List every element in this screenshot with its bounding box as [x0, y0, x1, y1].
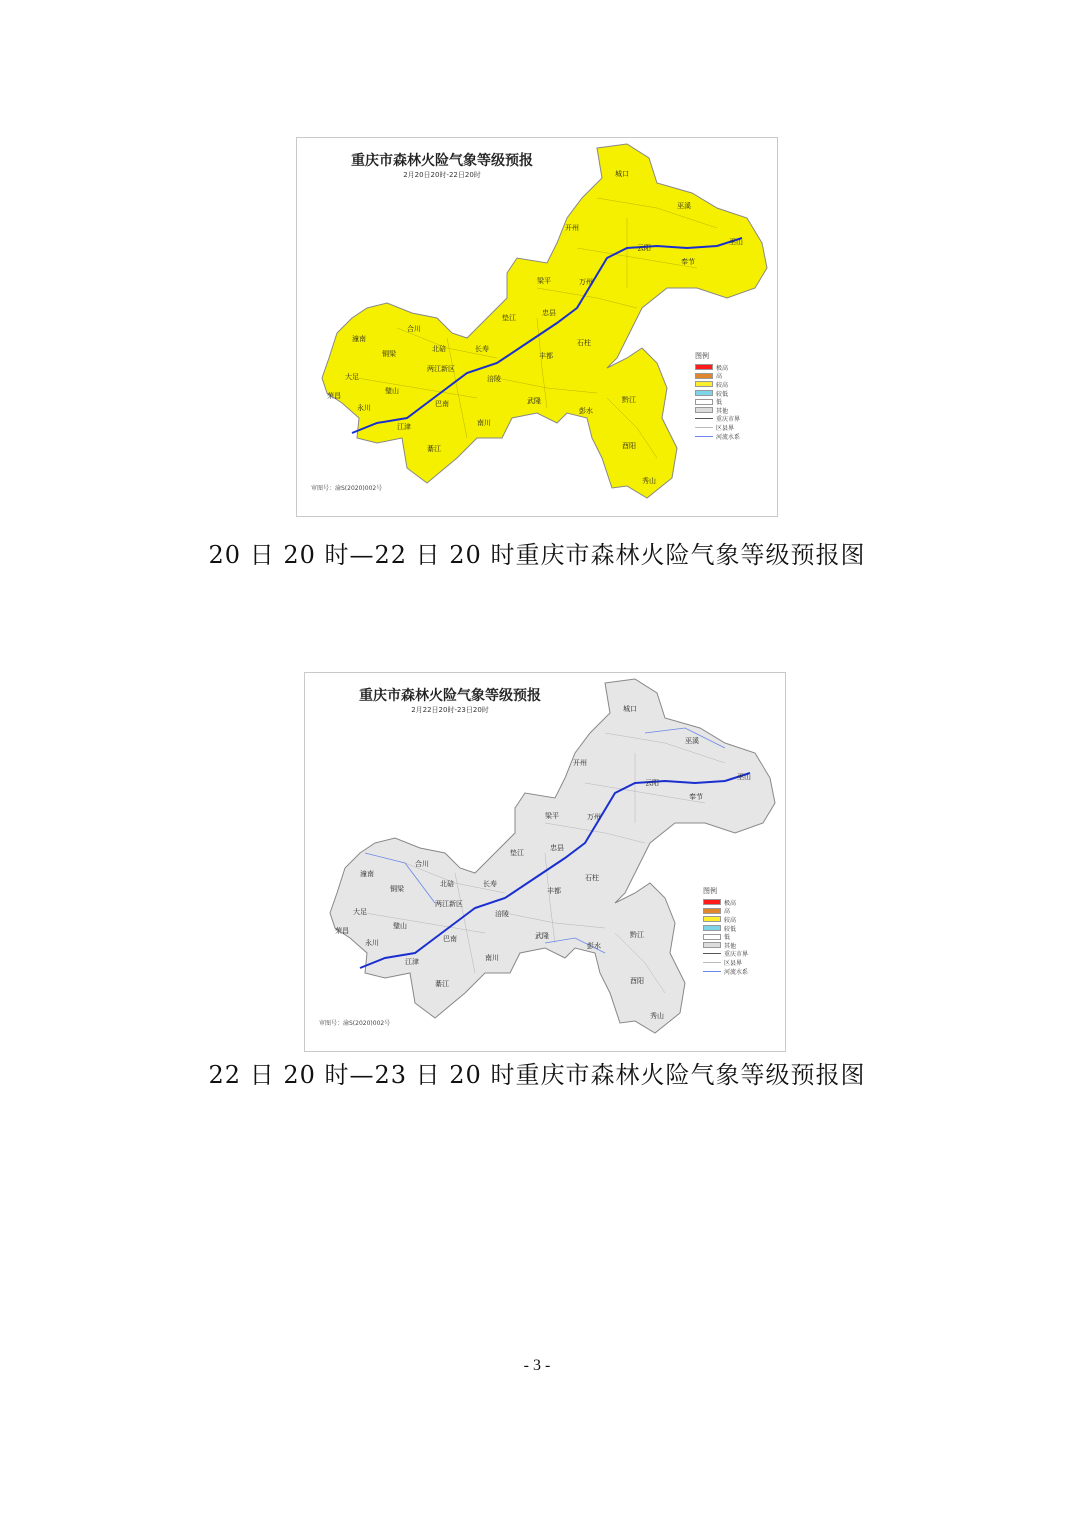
chongqing-region-shape [322, 144, 767, 498]
place-label: 长寿 [475, 345, 489, 353]
place-label: 涪陵 [487, 375, 501, 383]
place-label: 北碚 [432, 345, 446, 353]
place-label: 綦江 [435, 980, 449, 988]
place-label: 大足 [353, 908, 367, 916]
legend-item: 较高 [724, 916, 737, 924]
legend-item: 极高 [724, 899, 737, 907]
place-label: 垫江 [510, 849, 524, 857]
place-label: 两江新区 [435, 900, 463, 908]
legend-item: 低 [724, 934, 731, 942]
place-label: 石柱 [585, 874, 599, 882]
chongqing-map [297, 138, 777, 516]
legend-item: 区县界 [724, 959, 743, 967]
legend-title: 图例 [695, 352, 709, 360]
place-label: 长寿 [483, 880, 497, 888]
place-label: 永川 [357, 404, 371, 412]
legend-item: 极高 [716, 364, 729, 372]
approval-number: 审图号：渝S(2020)002号 [319, 1020, 391, 1027]
place-label: 奉节 [681, 258, 695, 266]
legend-item: 低 [716, 399, 723, 407]
place-label: 万州 [587, 813, 601, 821]
place-label: 巫溪 [677, 202, 691, 210]
map-title: 重庆市森林火险气象等级预报 [351, 153, 533, 169]
place-label: 云阳 [645, 779, 659, 787]
place-label: 合川 [415, 860, 429, 868]
place-label: 两江新区 [427, 365, 455, 373]
place-label: 荣昌 [327, 392, 341, 400]
place-label: 武隆 [527, 397, 541, 405]
place-label: 垫江 [502, 314, 516, 322]
place-label: 巫山 [729, 238, 743, 246]
approval-number: 审图号：渝S(2020)002号 [311, 485, 383, 492]
place-label: 南川 [485, 954, 499, 962]
map-legend [695, 351, 740, 440]
place-label: 武隆 [535, 932, 549, 940]
place-label: 黔江 [630, 931, 644, 939]
place-label: 巴南 [443, 935, 457, 943]
place-label: 巴南 [435, 400, 449, 408]
place-label: 丰都 [539, 352, 553, 360]
place-label: 南川 [477, 419, 491, 427]
place-label: 璧山 [385, 387, 399, 395]
legend-item: 其他 [724, 942, 737, 950]
forecast-map-figure-1 [296, 137, 778, 517]
place-label: 忠县 [542, 309, 556, 317]
place-label: 大足 [345, 373, 359, 381]
legend-item: 较低 [724, 925, 737, 933]
legend-item: 重庆市界 [716, 416, 741, 424]
place-label: 北碚 [440, 880, 454, 888]
place-label: 合川 [407, 325, 421, 333]
map-subtitle: 2月22日20时-23日20时 [411, 706, 489, 714]
place-label: 忠县 [550, 844, 564, 852]
legend-item: 区县界 [716, 424, 735, 432]
page-number: - 3 - [523, 1357, 551, 1374]
place-label: 巫溪 [685, 737, 699, 745]
legend-item: 高 [716, 373, 723, 381]
legend-item: 河流水系 [716, 433, 741, 441]
place-label: 江津 [397, 423, 411, 431]
place-label: 巫山 [737, 773, 751, 781]
figure-caption-1: 20 日 20 时—22 日 20 时重庆市森林火险气象等级预报图 [208, 541, 866, 569]
legend-item: 重庆市界 [724, 951, 749, 959]
place-label: 潼南 [360, 870, 374, 878]
place-label: 秀山 [650, 1012, 664, 1020]
place-label: 酉阳 [622, 442, 636, 450]
place-label: 梁平 [537, 277, 551, 285]
place-label: 璧山 [393, 922, 407, 930]
place-label: 黔江 [622, 396, 636, 404]
place-label: 开州 [573, 759, 587, 767]
legend-item: 高 [724, 908, 731, 916]
place-label: 开州 [565, 224, 579, 232]
map-legend [703, 886, 748, 975]
place-label: 永川 [365, 939, 379, 947]
place-label: 涪陵 [495, 910, 509, 918]
place-label: 铜梁 [390, 885, 404, 893]
place-label: 彭水 [579, 407, 593, 415]
place-label: 酉阳 [630, 977, 644, 985]
place-label: 潼南 [352, 335, 366, 343]
place-label: 万州 [579, 278, 593, 286]
legend-item: 其他 [716, 407, 729, 415]
place-label: 彭水 [587, 942, 601, 950]
place-label: 奉节 [689, 793, 703, 801]
legend-title: 图例 [703, 887, 717, 895]
place-label: 石柱 [577, 339, 591, 347]
place-label: 荣昌 [335, 927, 349, 935]
map-subtitle: 2月20日20时-22日20时 [403, 171, 481, 179]
figure-caption-2: 22 日 20 时—23 日 20 时重庆市森林火险气象等级预报图 [208, 1061, 866, 1089]
place-label: 綦江 [427, 445, 441, 453]
legend-item: 较高 [716, 381, 729, 389]
chongqing-region-shape [330, 679, 775, 1033]
chongqing-map [305, 673, 785, 1051]
legend-item: 河流水系 [724, 968, 749, 976]
place-label: 云阳 [637, 244, 651, 252]
place-label: 秀山 [642, 477, 656, 485]
place-label: 丰都 [547, 887, 561, 895]
place-label: 城口 [615, 170, 629, 178]
place-label: 铜梁 [382, 350, 396, 358]
place-label: 城口 [623, 705, 637, 713]
forecast-map-figure-2 [304, 672, 786, 1052]
map-title: 重庆市森林火险气象等级预报 [359, 688, 541, 704]
legend-item: 较低 [716, 390, 729, 398]
place-label: 江津 [405, 958, 419, 966]
place-label: 梁平 [545, 812, 559, 820]
